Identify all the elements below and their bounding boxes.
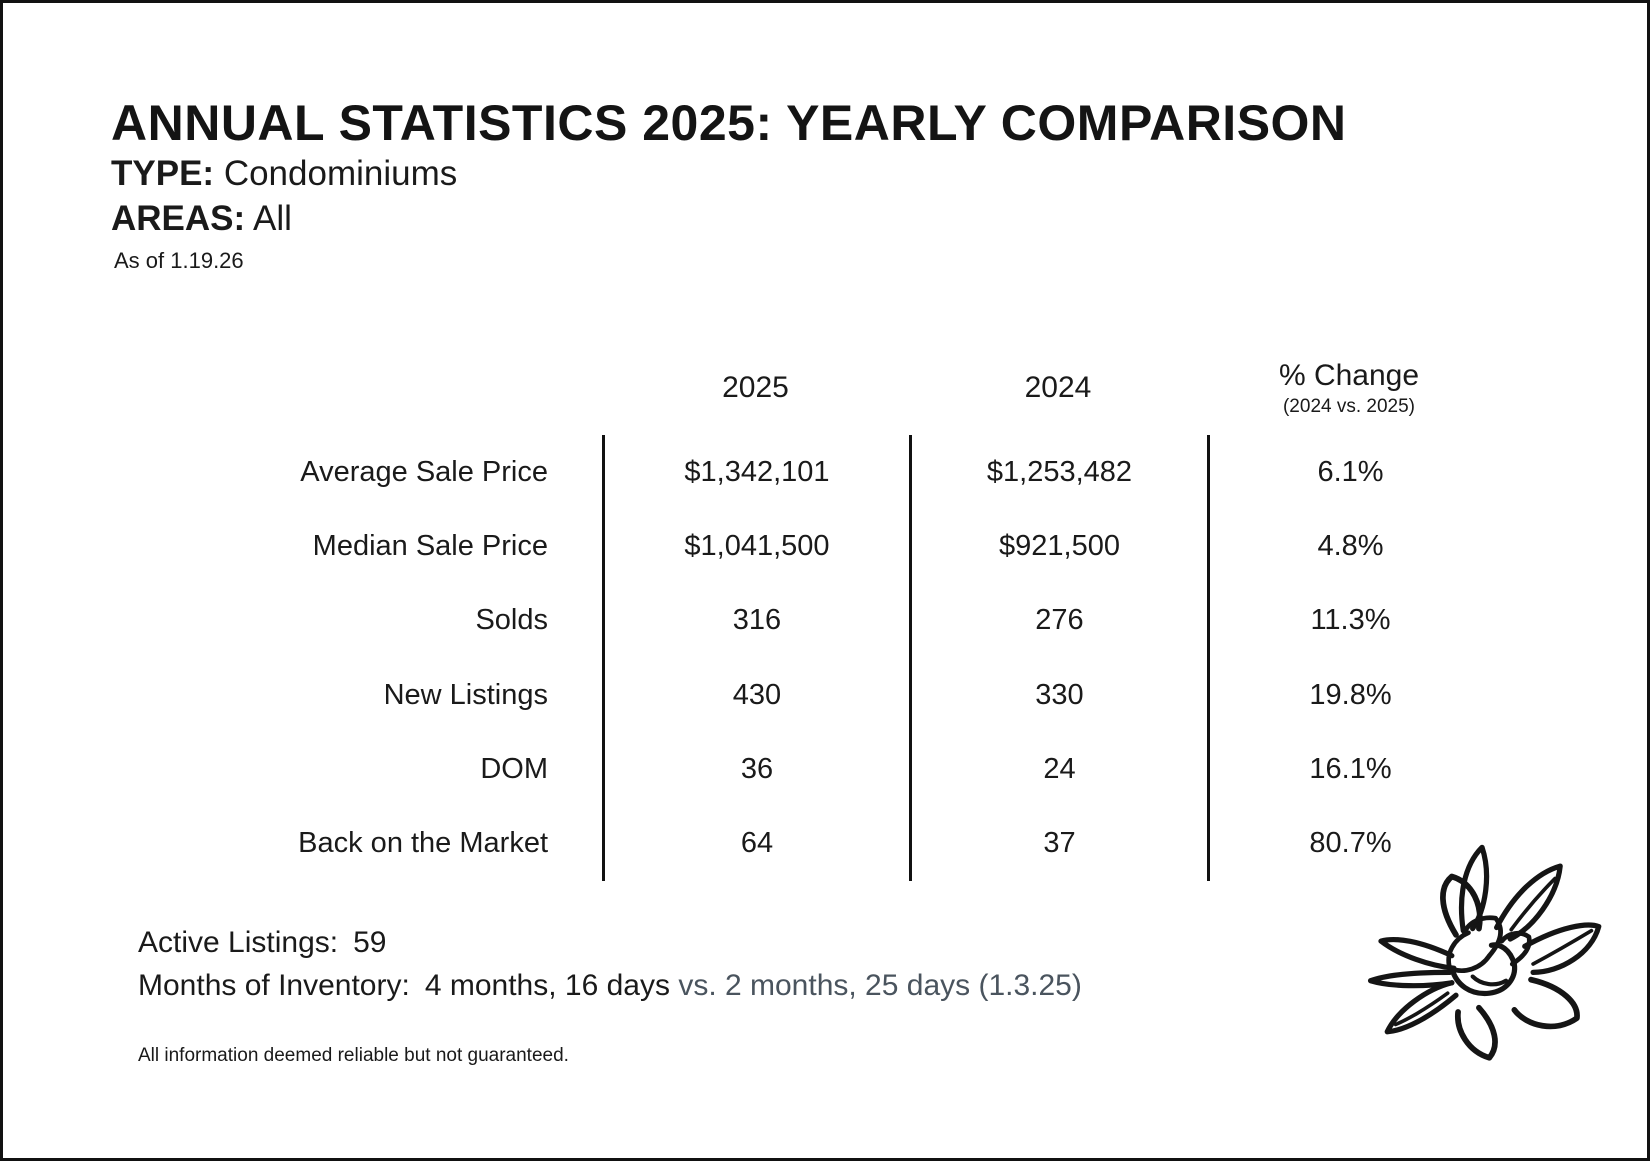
areas-label: AREAS:: [111, 199, 246, 238]
value-2025: 316: [602, 584, 909, 658]
value-2024: $921,500: [909, 509, 1207, 583]
row-label: Back on the Market: [298, 827, 548, 860]
value-2024: 330: [909, 658, 1207, 732]
value-change: 6.1%: [1207, 435, 1491, 509]
value-2025: $1,041,500: [602, 509, 909, 583]
value-change: 4.8%: [1207, 509, 1491, 583]
as-of-date: As of 1.19.26: [114, 248, 244, 273]
active-listings-label: Active Listings:: [138, 926, 339, 959]
value-change: 16.1%: [1207, 732, 1491, 806]
value-2025: 64: [602, 807, 909, 881]
months-of-inventory-line: [138, 964, 1082, 1007]
table-header-row: [3, 341, 1491, 435]
comparison-table: [3, 341, 1491, 881]
change-header-title: % Change: [1278, 358, 1420, 392]
disclaimer-text: All information deemed reliable but not guaranteed.: [138, 1045, 569, 1066]
row-label: Median Sale Price: [312, 529, 548, 562]
value-change: 11.3%: [1207, 584, 1491, 658]
value-2025: 430: [602, 658, 909, 732]
value-2024: 276: [909, 584, 1207, 658]
row-label: Average Sale Price: [300, 455, 548, 488]
column-header-change: [1207, 341, 1491, 435]
months-label: Months of Inventory:: [138, 969, 410, 1002]
page-title: ANNUAL STATISTICS 2025: YEARLY COMPARISON: [111, 95, 1347, 151]
type-line: [111, 151, 1347, 196]
areas-value: All: [252, 199, 292, 238]
summary-block: [138, 921, 1082, 1007]
active-listings-value: 59: [353, 926, 387, 959]
value-2024: $1,253,482: [909, 435, 1207, 509]
value-2024: 37: [909, 807, 1207, 881]
table-body: [3, 435, 1491, 881]
type-value: Condominiums: [223, 154, 458, 193]
value-2025: $1,342,101: [602, 435, 909, 509]
value-change: 19.8%: [1207, 658, 1491, 732]
change-header-subtitle: (2024 vs. 2025): [1282, 395, 1416, 417]
magnolia-flower-icon: [1355, 839, 1607, 1063]
column-header-2025: 2025: [722, 371, 789, 404]
table-header-spacer: [3, 341, 602, 435]
row-label: New Listings: [383, 678, 548, 711]
row-label: DOM: [480, 752, 548, 785]
column-header-2024: 2024: [1024, 371, 1092, 404]
months-value: 4 months, 16 days: [424, 969, 670, 1002]
type-label: TYPE:: [111, 154, 215, 193]
value-2024: 24: [909, 732, 1207, 806]
months-comparison: vs. 2 months, 25 days (1.3.25): [678, 969, 1082, 1002]
active-listings-line: [138, 921, 1082, 964]
header-block: [111, 95, 1347, 276]
row-label: Solds: [475, 604, 548, 637]
value-2025: 36: [602, 732, 909, 806]
value-change: 80.7%: [1207, 807, 1491, 881]
areas-line: [111, 196, 1347, 241]
